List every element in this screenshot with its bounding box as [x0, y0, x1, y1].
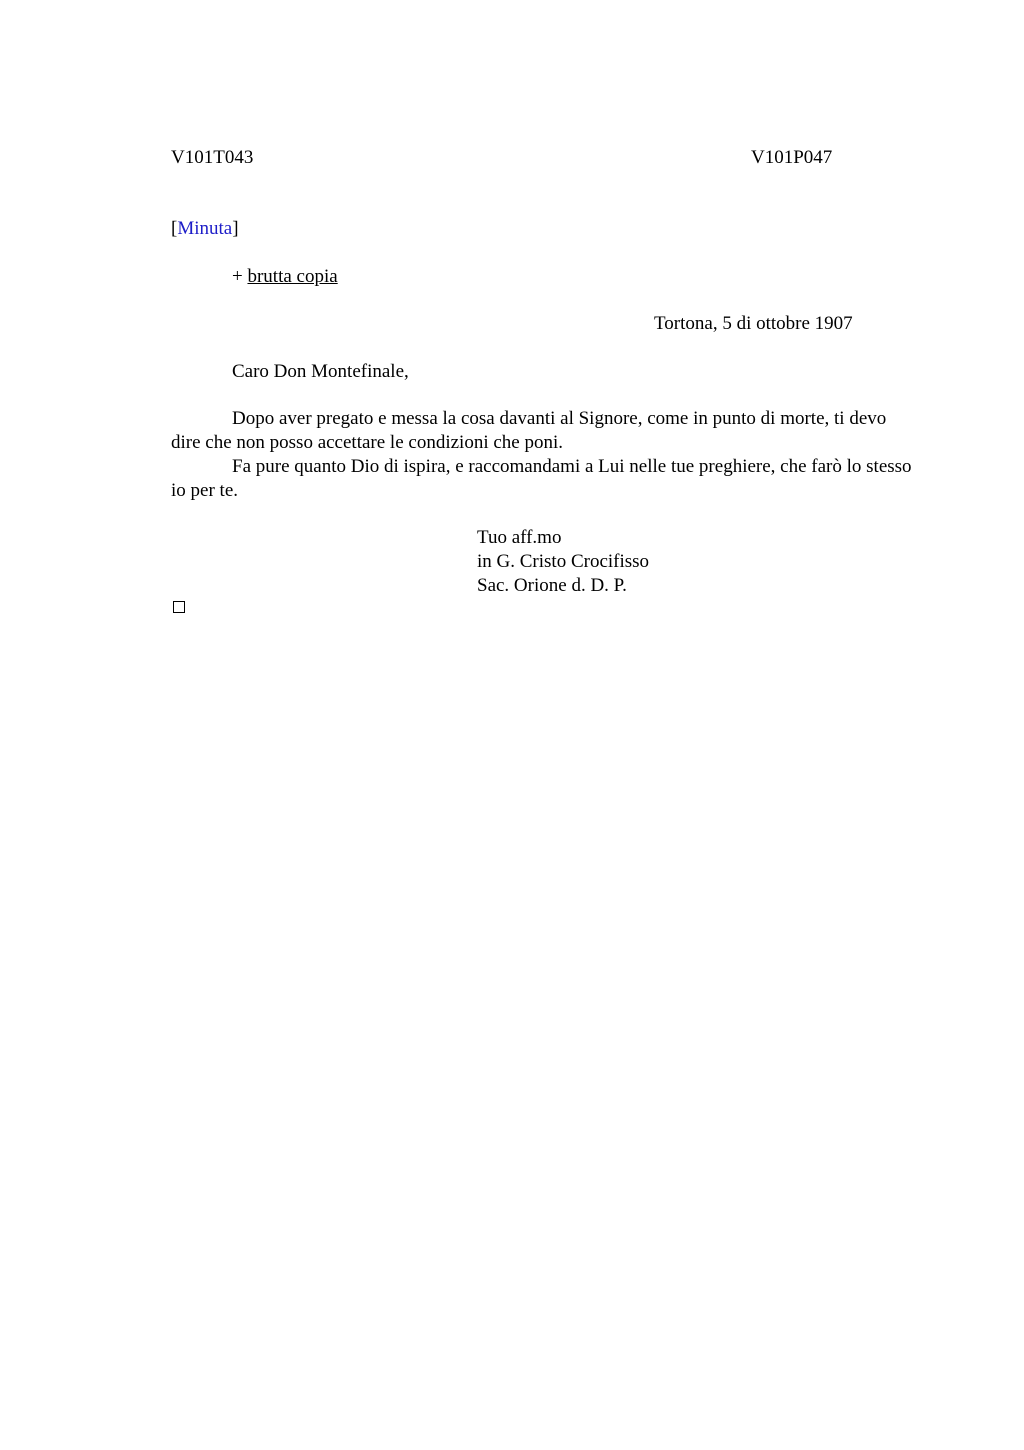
note-close-bracket: ]: [232, 218, 239, 239]
body-paragraph: Fa pure quanto Dio di ispira, e raccomandami a Lui nelle tue preghiere, che farò lo stesso io per te.: [171, 456, 912, 501]
draft-label: [232, 265, 338, 289]
note-label: Minuta: [177, 218, 233, 239]
letter-body: [171, 407, 919, 503]
salutation: Caro Don Montefinale,: [232, 361, 409, 382]
document-code-left: V101T043: [171, 147, 254, 168]
signature-line: Sac. Orione d. D. P.: [477, 575, 627, 596]
note-open-bracket: [: [171, 218, 178, 239]
body-paragraph: Dopo aver pregato e messa la cosa davanti al Signore, come in punto di morte, ti devo dire che non posso accettare le condizioni che poni.: [171, 408, 887, 453]
closing-line: in G. Cristo Crocifisso: [477, 551, 650, 572]
document-code-right: V101P047: [751, 147, 833, 168]
editorial-note: [171, 217, 239, 241]
signature-block: [477, 526, 649, 598]
date-line: Tortona, 5 di ottobre 1907: [654, 313, 853, 334]
closing-line: Tuo aff.mo: [477, 527, 562, 548]
end-marker-box-icon: [173, 601, 185, 613]
draft-title: brutta copia: [247, 266, 338, 287]
cross-mark: +: [232, 266, 243, 287]
